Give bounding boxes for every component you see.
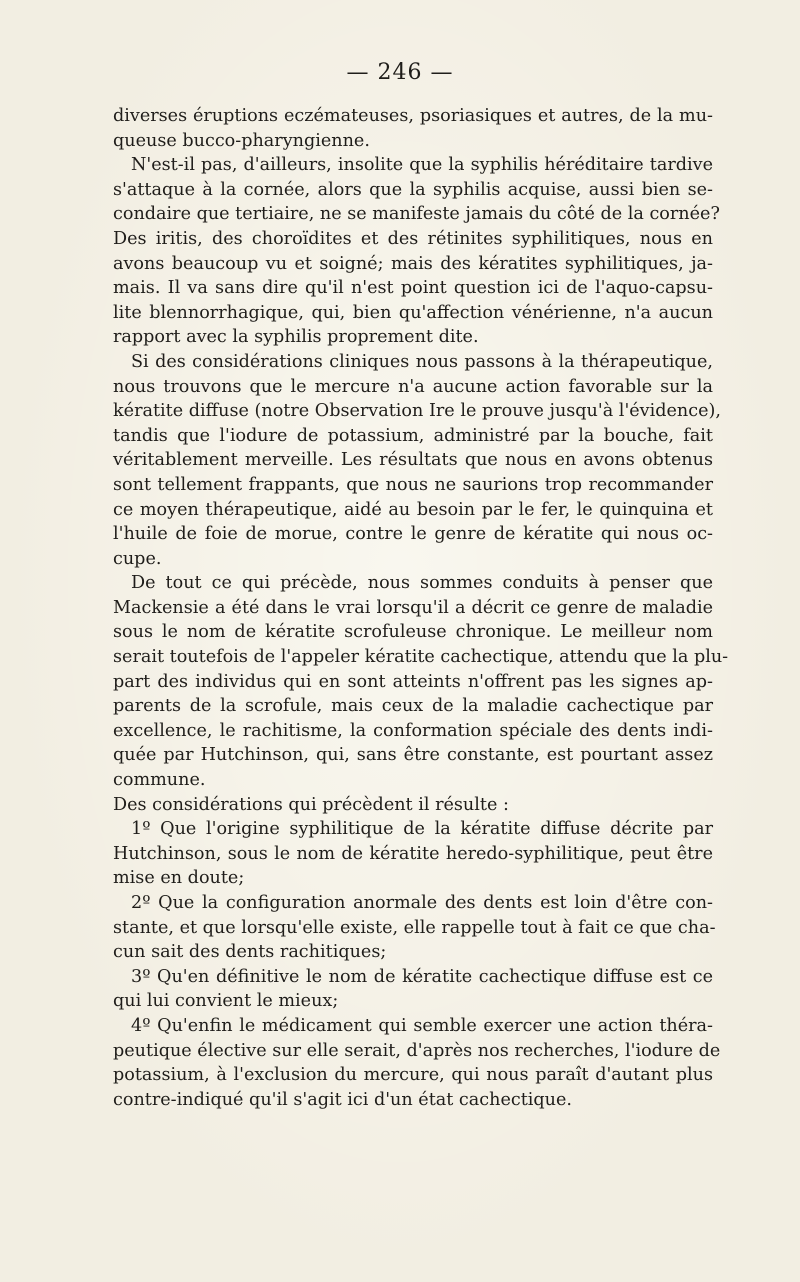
- text-line: 3º Qu'en définitive le nom de kératite cachectique diffuse est ce: [131, 966, 713, 987]
- text-line: sont tellement frappants, que nous ne saurions trop recommander: [113, 474, 713, 495]
- text-line: tandis que l'iodure de potassium, administré par la bouche, fait: [113, 425, 713, 446]
- text-line: l'huile de foie de morue, contre le genre de kératite qui nous oc-: [113, 524, 713, 545]
- text-line: queuse bucco-pharyngienne.: [113, 130, 370, 151]
- text-line: parents de la scrofule, mais ceux de la maladie cachectique par: [113, 696, 713, 717]
- text-line: kératite diffuse (notre Observation Ire le prouve jusqu'à l'évidence),: [113, 401, 721, 422]
- text-line: Hutchinson, sous le nom de kératite heredo-syphilitique, peut être: [113, 843, 713, 864]
- text-line: stante, et que lorsqu'elle existe, elle rappelle tout à fait ce que cha-: [113, 917, 716, 938]
- text-line: commune.: [113, 770, 206, 791]
- text-line: peutique élective sur elle serait, d'après nos recherches, l'iodure de: [113, 1040, 721, 1061]
- text-line: sous le nom de kératite scrofuleuse chronique. Le meilleur nom: [113, 622, 713, 643]
- text-line: 4º Qu'enfin le médicament qui semble exercer une action théra-: [131, 1015, 713, 1036]
- text-line: ce moyen thérapeutique, aidé au besoin par le fer, le quinquina et: [113, 499, 713, 520]
- text-line: avons beaucoup vu et soigné; mais des kératites syphilitiques, ja-: [113, 253, 713, 274]
- page-number: — 246 —: [346, 60, 454, 85]
- text-line: contre-indiqué qu'il s'agit ici d'un état cachectique.: [113, 1089, 573, 1110]
- text-line: quée par Hutchinson, qui, sans être constante, est pourtant assez: [113, 745, 713, 766]
- text-line: condaire que tertiaire, ne se manifeste jamais du côté de la cornée?: [113, 204, 720, 225]
- paragraph-list: [113, 104, 729, 1112]
- text-line: part des individus qui en sont atteints n'offrent pas les signes ap-: [113, 671, 713, 692]
- text-line: Si des considérations cliniques nous passons à la thérapeutique,: [131, 351, 713, 372]
- text-line: nous trouvons que le mercure n'a aucune action favorable sur la: [113, 376, 713, 397]
- text-line: Mackensie a été dans le vrai lorsqu'il a décrit ce genre de maladie: [113, 597, 713, 618]
- text-line: serait toutefois de l'appeler kératite cachectique, attendu que la plu-: [113, 647, 729, 668]
- text-line: mise en doute;: [113, 868, 245, 889]
- text-line: De tout ce qui précède, nous sommes conduits à penser que: [131, 573, 713, 594]
- text-line: lite blennorrhagique, qui, bien qu'affection vénérienne, n'a aucun: [113, 302, 713, 323]
- text-line: s'attaque à la cornée, alors que la syphilis acquise, aussi bien se-: [113, 179, 713, 200]
- text-line: cun sait des dents rachitiques;: [113, 942, 387, 963]
- text-line: Des considérations qui précèdent il résulte :: [113, 794, 509, 815]
- text-line: excellence, le rachitisme, la conformation spéciale des dents indi-: [113, 720, 713, 741]
- text-line: véritablement merveille. Les résultats que nous en avons obtenus: [113, 450, 713, 471]
- text-line: diverses éruptions eczémateuses, psoriasiques et autres, de la mu-: [113, 106, 713, 126]
- text-line: rapport avec la syphilis proprement dite.: [113, 327, 479, 348]
- text-line: cupe.: [113, 548, 162, 569]
- text-line: mais. Il va sans dire qu'il n'est point question ici de l'aquo-capsu-: [113, 278, 713, 299]
- text-line: qui lui convient le mieux;: [113, 991, 339, 1012]
- text-line: Des iritis, des choroïdites et des rétinites syphilitiques, nous en: [113, 228, 713, 249]
- text-line: N'est-il pas, d'ailleurs, insolite que la syphilis héréditaire tardive: [131, 155, 713, 176]
- text-line: potassium, à l'exclusion du mercure, qui nous paraît d'autant plus: [113, 1065, 713, 1086]
- text-line: 2º Que la configuration anormale des dents est loin d'être con-: [131, 893, 713, 913]
- text-line: 1º Que l'origine syphilitique de la kératite diffuse décrite par: [131, 819, 713, 840]
- body-text: [113, 104, 729, 1112]
